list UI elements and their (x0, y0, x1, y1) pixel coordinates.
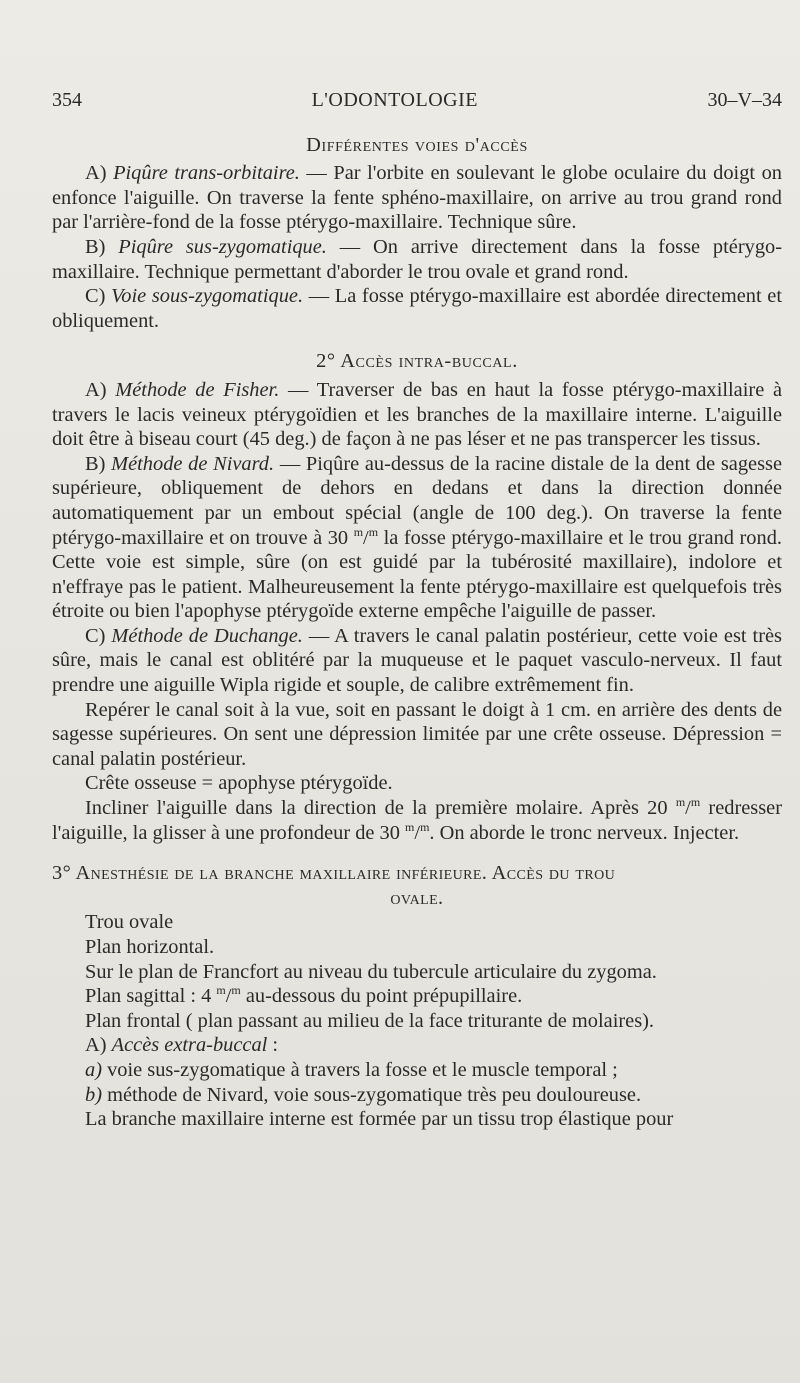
term-nivard: Méthode de Nivard. (111, 452, 275, 475)
line-plan-horizontal: Plan horizontal. (85, 936, 215, 958)
section-heading-access-routes: Différentes voies d'accès (306, 133, 528, 156)
line-branche-maxillaire: La branche maxillaire interne est formée par un tissu trop élastique pour (85, 1108, 674, 1131)
line-acces-extra-buccal: A) Accès extra-buccal : (85, 1034, 279, 1057)
line-voie-b: b) méthode de Nivard, voie sous-zygomatique très peu douloureuse. (85, 1083, 642, 1106)
line-trou-ovale: Trou ovale (85, 911, 174, 934)
paragraph-crete: Crête osseuse = apophyse ptérygoïde. (85, 772, 393, 795)
term-duchange: Méthode de Duchange. (111, 624, 303, 647)
term-sous-zygomatic: Voie sous-zygomatique. (111, 285, 304, 308)
term-fisher: Méthode de Fisher. (115, 378, 280, 401)
page-number: 354 (52, 89, 82, 111)
paragraph-reperer: Repérer le canal soit à la vue, soit en passant le doigt à 1 cm. en arrière des dents de sagesse supérieures. On sent une dépression limitée par une crête osseuse. Dépression = canal palatin postérieur. (52, 698, 782, 770)
paragraph-incliner: Incliner l'aiguille dans la direction de la première molaire. Après 20 $^m$/$^m$ redresser l'aiguille, la glisser à une profondeur de 30 $^m$/$^m$. On aborde le tronc nerveux. Injecter. (52, 795, 782, 844)
paragraph-duchange: C) Méthode de Duchange. — A travers le canal palatin postérieur, cette voie est très sûre, mais le canal est oblitéré par la muqueuse et le paquet vasculo-nerveux. Il faut prendre une aiguille Wipla rigide et souple, de calibre extrêmement fin. (52, 624, 782, 697)
paragraph-trans-orbital: A) Piqûre trans-orbitaire. — Par l'orbite en soulevant le globe oculaire du doigt on enfonce l'aiguille. On traverse la fente sphéno-maxillaire, on arrive au trou grand rond par l'arrière-fond de la fosse ptérygo-maxillaire. Technique sûre. (52, 162, 782, 234)
term-trans-orbital: Piqûre trans-orbitaire. (113, 162, 300, 185)
paragraph-sous-zygomatic: C) Voie sous-zygomatique. — La fosse ptérygo-maxillaire est abordée directement et obliquement. (52, 285, 782, 332)
term-sus-zygomatic: Piqûre sus-zygomatique. (118, 235, 327, 258)
issue-date: 30–V–34 (707, 89, 782, 111)
line-voie-a: a) voie sus-zygomatique à travers la fosse et le muscle temporal ; (85, 1058, 618, 1081)
section-heading-mandibular: 3° Anesthésie de la branche maxillaire inférieure. Accès du trou ovale. (52, 862, 616, 909)
paragraph-nivard: B) Méthode de Nivard. — Piqûre au-dessus de la racine distale de la dent de sagesse supérieure, obliquement de dehors en dedans et dans la direction donnée automatiquement par un embout spécial (angle de 100 deg.). On traverse la fente ptérygo-maxillaire et on trouve à 30 $^m$/$^m$ la fosse ptérygo-maxillaire et le trou grand rond. Cette voie est simple, sûre (on est guidé par la tubérosité maxillaire), indolore et n'effraye pas le patient. Malheureusement la fente ptérygo-maxillaire est quelquefois très étroite ou bien l'apophyse ptérygoïde externe empêche l'aiguille de passer. (52, 452, 782, 623)
line-francfort: Sur le plan de Francfort au niveau du tubercule articulaire du zygoma. (85, 960, 657, 983)
paragraph-sus-zygomatic: B) Piqûre sus-zygomatique. — On arrive directement dans la fosse ptérygo-maxillaire. Technique permettant d'aborder le trou ovale et grand rond. (52, 235, 783, 283)
running-header (52, 88, 782, 113)
paragraph-fisher: A) Méthode de Fisher. — Traverser de bas en haut la fosse ptérygo-maxillaire à travers le lacis veineux ptérygoïdien et les branches de la maxillaire interne. L'aiguille doit être à biseau court (45 deg.) de façon à ne pas léser et ne pas transpercer les tissus. (52, 378, 782, 451)
line-plan-frontal: Plan frontal ( plan passant au milieu de la face triturante de molaires). (85, 1009, 655, 1032)
page-content (52, 88, 782, 1132)
section-heading-intra-buccal: 2° Accès intra-buccal. (316, 350, 518, 373)
journal-title: L'ODONTOLOGIE (311, 89, 478, 111)
line-plan-sagittal: Plan sagittal : 4 $^m$/$^m$ au-dessous du point prépupillaire. (85, 983, 523, 1008)
